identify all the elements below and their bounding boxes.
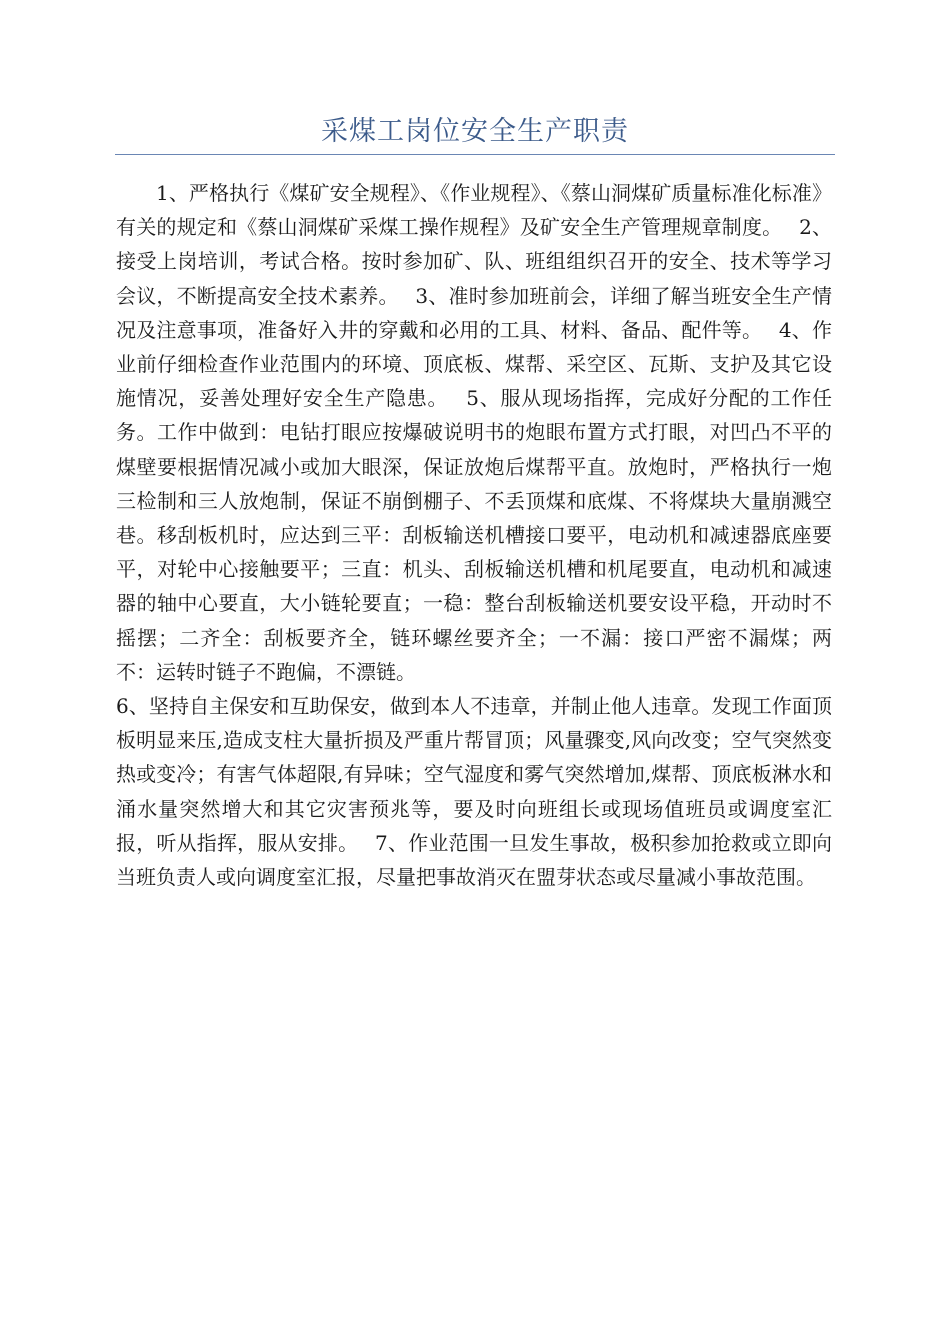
document-title: 采煤工岗位安全生产职责 (321, 116, 629, 147)
document-body (116, 176, 832, 894)
paragraph-duties-6-7: 6、坚持自主保安和互助保安，做到本人不违章，并制止他人违章。发现工作面顶板明显来压,造成支柱大量折损及严重片帮冒顶；风量骤变,风向改变；空气突然变热或变冷；有害气体超限,有异味；空气湿度和雾气突然增加,煤帮、顶底板淋水和涌水量突然增大和其它灾害预兆等，要及时向班组长或现场值班员或调度室汇报，听从指挥，服从安排。 7、作业范围一旦发生事故，极积参加抢救或立即向当班负责人或向调度室汇报，尽量把事故消灭在盟芽状态或尽量减小事故范围。 (116, 694, 832, 890)
title-underline (115, 154, 835, 155)
paragraph-duties-1-5: 1、严格执行《煤矿安全规程》、《作业规程》、《蔡山洞煤矿质量标准化标准》有关的规定和《蔡山洞煤矿采煤工操作规程》及矿安全生产管理规章制度。 2、接受上岗培训，考试合格。按时参加矿、队、班组组织召开的安全、技术等学习会议，不断提高安全技术素养。 3、准时参加班前会，详细了解当班安全生产情况及注意事项，准备好入井的穿戴和必用的工具、材料、备品、配件等。 4、作业前仔细检查作业范围内的环境、顶底板、煤帮、采空区、瓦斯、支护及其它设施情况，妥善处理好安全生产隐患。 5、服从现场指挥，完成好分配的工作任务。工作中做到：电钻打眼应按爆破说明书的炮眼布置方式打眼，对凹凸不平的煤壁要根据情况减小或加大眼深，保证放炮后煤帮平直。放炮时，严格执行一炮三检制和三人放炮制，保证不崩倒棚子、不丢顶煤和底煤、不将煤块大量崩溅空巷。移刮板机时，应达到三平：刮板输送机槽接口要平，电动机和减速器底座要平，对轮中心接触要平；三直：机头、刮板输送机槽和机尾要直，电动机和减速器的轴中心要直，大小链轮要直；一稳：整台刮板输送机要安设平稳，开动时不摇摆；二齐全：刮板要齐全，链环螺丝要齐全；一不漏：接口严密不漏煤；两不：运转时链子不跑偏，不漂链。 (116, 181, 832, 684)
